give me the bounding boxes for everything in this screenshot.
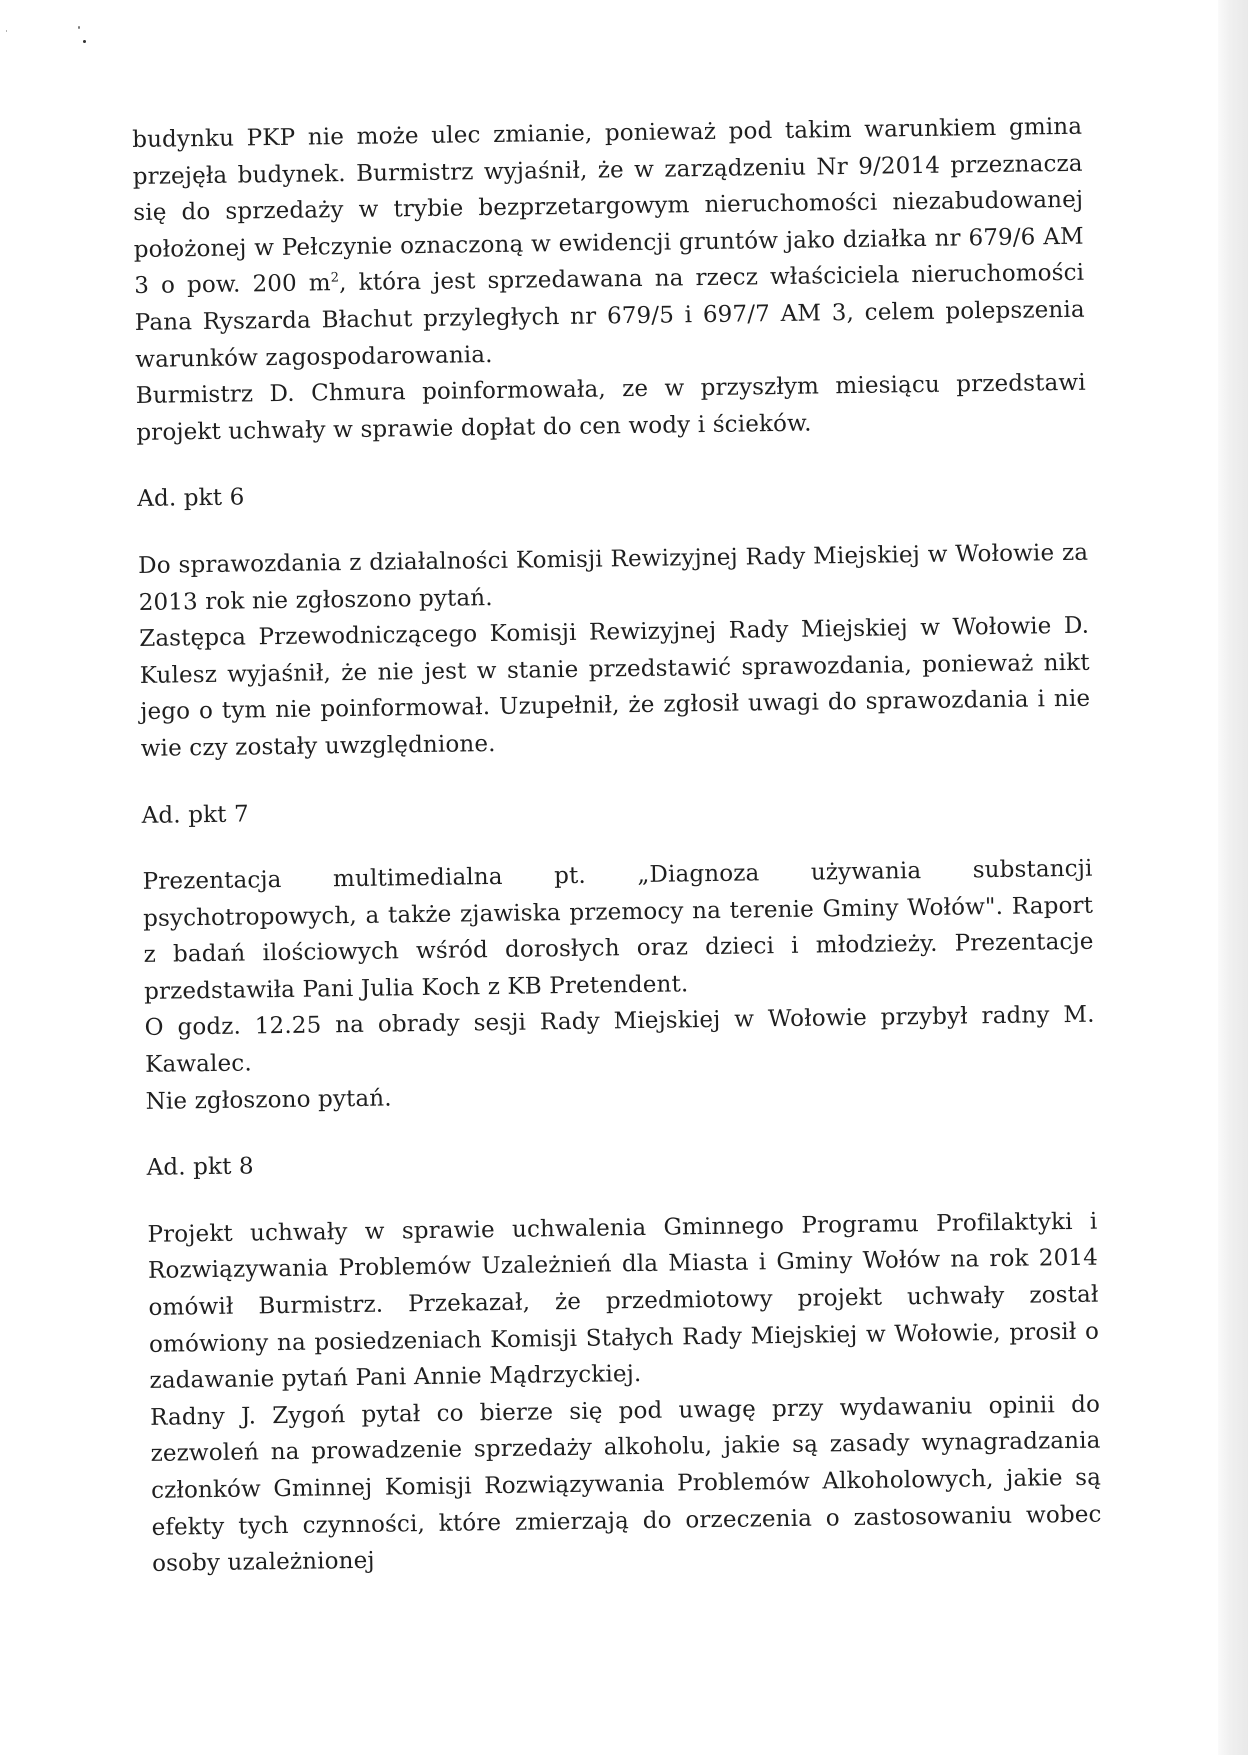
paragraph-text: budynku PKP nie może ulec zmianie, ponieważ pod takim warunkiem gmina przejęła budynek. Burmistrz wyjaśnił, że w zarządzeniu Nr 9/2014 przeznacza się do sprzedaży w trybie bezprzetargowym nieruchomości niezabudowanej położonej w Pełczynie oznaczoną w ewidencji gruntów jako działka nr 679/6 AM 3 o pow. 200 m <box>132 113 1084 300</box>
paragraph-burmistrz-explanation <box>132 109 1085 378</box>
heading-pkt-7: Ad. pkt 7 <box>141 800 250 829</box>
heading-pkt-8: Ad. pkt 8 <box>146 1153 254 1182</box>
paragraph-presentation: Prezentacja multimedialna pt. „Diagnoza używania substancji psychotropowych, a także zjawiska przemocy na terenie Gminy Wołów". Raport z badań ilościowych wśród dorosłych oraz dzieci i młodzieży. Prezentacje przedstawiła Pani Julia Koch z KB Pretendent. <box>142 855 1094 1005</box>
paragraph-water-subsidy: Burmistrz D. Chmura poinformowała, ze w przyszłym miesiącu przedstawi projekt uchwały w sprawie dopłat do cen wody i ścieków. <box>135 369 1086 446</box>
paragraph-no-questions: Nie zgłoszono pytań. <box>145 1085 392 1115</box>
document-body <box>132 109 1102 1583</box>
paragraph-kulesz-explanation: Zastępca Przewodniczącego Komisji Rewizyjnej Rady Miejskiej w Wołowie D. Kulesz wyjaśnił, że nie jest w stanie przedstawić sprawozdania, ponieważ nikt jego o tym nie poinformował. Uzupełnił, że zgłosił uwagi do sprawozdania i nie wie czy zostały uwzględnione. <box>139 612 1091 762</box>
scan-edge-shadow <box>1218 0 1248 1755</box>
paragraph-zygon-question: Radny J. Zygoń pytał co bierze się pod uwagę przy wydawaniu opinii do zezwoleń na prowadzenie sprzedaży alkoholu, jakie są zasady wynagradzania członków Gminnej Komisji Rozwiązywania Problemów Alkoholowych, jakie są efekty tych czynności, które zmierzają do orzeczenia o zastosowaniu wobec osoby uzależnionej <box>149 1391 1102 1578</box>
paragraph-audit-report: Do sprawozdania z działalności Komisji Rewizyjnej Rady Miejskiej w Wołowie za 2013 rok nie zgłoszono pytań. <box>138 539 1089 616</box>
paragraph-resolution-project: Projekt uchwały w sprawie uchwalenia Gminnego Programu Profilaktyki i Rozwiązywania Problemów Uzależnień dla Miasta i Gminy Wołów na rok 2014 omówił Burmistrz. Przekazał, że przedmiotowy projekt uchwały został omówiony na posiedzeniach Komisji Stałych Rady Miejskiej w Wołowie, prosił o zadawanie pytań Pani Annie Mądrzyckiej. <box>147 1208 1100 1395</box>
superscript-two: 2 <box>330 270 340 286</box>
heading-pkt-6: Ad. pkt 6 <box>137 484 245 513</box>
paragraph-text: , która jest sprzedawana na rzecz właściciela nieruchomości Pana Ryszarda Błachut przyległych nr 679/5 i 697/7 AM 3, celem polepszenia warunków zagospodarowania. <box>134 260 1085 373</box>
scan-speck <box>78 26 80 29</box>
scan-speck <box>83 40 86 43</box>
paragraph-kawalec-arrival: O godz. 12.25 na obrady sesji Rady Miejskiej w Wołowie przybył radny M. Kawalec. <box>144 1002 1095 1078</box>
scan-speck <box>6 30 7 32</box>
